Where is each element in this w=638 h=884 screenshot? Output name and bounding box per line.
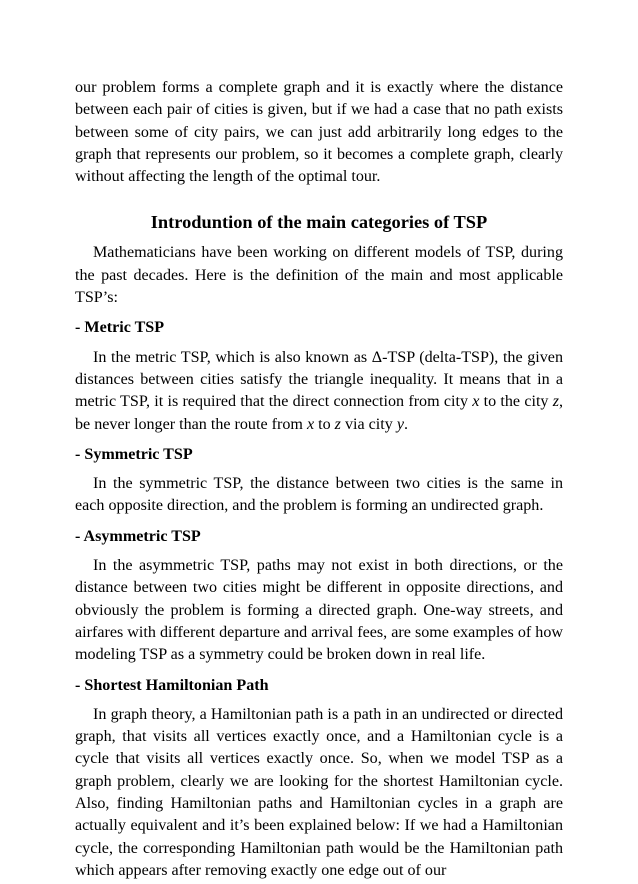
metric-tsp-heading: - Metric TSP — [75, 319, 165, 337]
hamiltonian-path-paragraph: In graph theory, a Hamiltonian path is a path in an undirected or directed graph, that visits all vertices exactly once, and a Hamiltonian cycle is a cycle that visits all vertices exactly once. So, when we model TSP as a graph problem, clearly we are looking for the shortest Hamiltonian cycle. Also, finding Hamiltonian paths and Hamiltonian cycles in a graph are actually equivalent and it’s been explained below: If we had a Hamiltonian cycle, the corresponding Hamiltonian path would be the Hamiltonian path which appears after removing exactly one edge out of our — [75, 705, 563, 879]
metric-text-part-1: In the metric TSP, which is also known as Δ-TSP (delta-TSP), the given distances between cities satisfy the triangle inequality. It means that in a metric TSP, it is required that the direct connection from city — [75, 348, 563, 411]
metric-tsp-paragraph — [75, 347, 563, 436]
metric-var-x: x — [472, 393, 480, 411]
intro-paragraph: our problem forms a complete graph and it is exactly where the distance between each pair of cities is given, but if we had a case that no path exists between some of city pairs, we can just add arbitrarily long edges to the graph that represents our problem, so it becomes a complete graph, clearly without affecting the length of the optimal tour. — [75, 79, 563, 186]
asymmetric-tsp-paragraph: In the asymmetric TSP, paths may not exist in both directions, or the distance between two cities might be different in opposite directions, and obviously the problem is forming a directed graph. One-way streets, and airfares with different departure and arrival fees, are some examples of how modeling TSP as a symmetry could be broken down in real life. — [75, 557, 563, 664]
metric-text-part-4: to — [314, 415, 335, 433]
asymmetric-tsp-heading: - Asymmetric TSP — [75, 527, 201, 545]
metric-var-x-second: x — [306, 415, 315, 433]
section-title: Introduntion of the main categories of TSP — [150, 212, 488, 233]
metric-var-z: z — [552, 393, 559, 411]
hamiltonian-path-heading: - Shortest Hamiltonian Path — [75, 676, 269, 694]
metric-text-part-2: to the city — [479, 393, 553, 411]
metric-text-part-6: . — [403, 415, 408, 433]
metric-text-part-5: via city — [340, 415, 397, 433]
document-page — [75, 77, 563, 884]
section-intro-paragraph: Mathematicians have been working on different models of TSP, during the past decades. Here is the definition of the main and most applicable TSP’s: — [75, 244, 563, 307]
metric-var-y: y — [396, 415, 404, 433]
metric-text-part-3: , be never longer than the route from — [75, 393, 564, 433]
metric-var-z-second: z — [334, 415, 341, 433]
symmetric-tsp-paragraph: In the symmetric TSP, the distance between two cities is the same in each opposite direction, and the problem is forming an undirected graph. — [75, 475, 563, 515]
symmetric-tsp-heading: - Symmetric TSP — [75, 445, 193, 463]
